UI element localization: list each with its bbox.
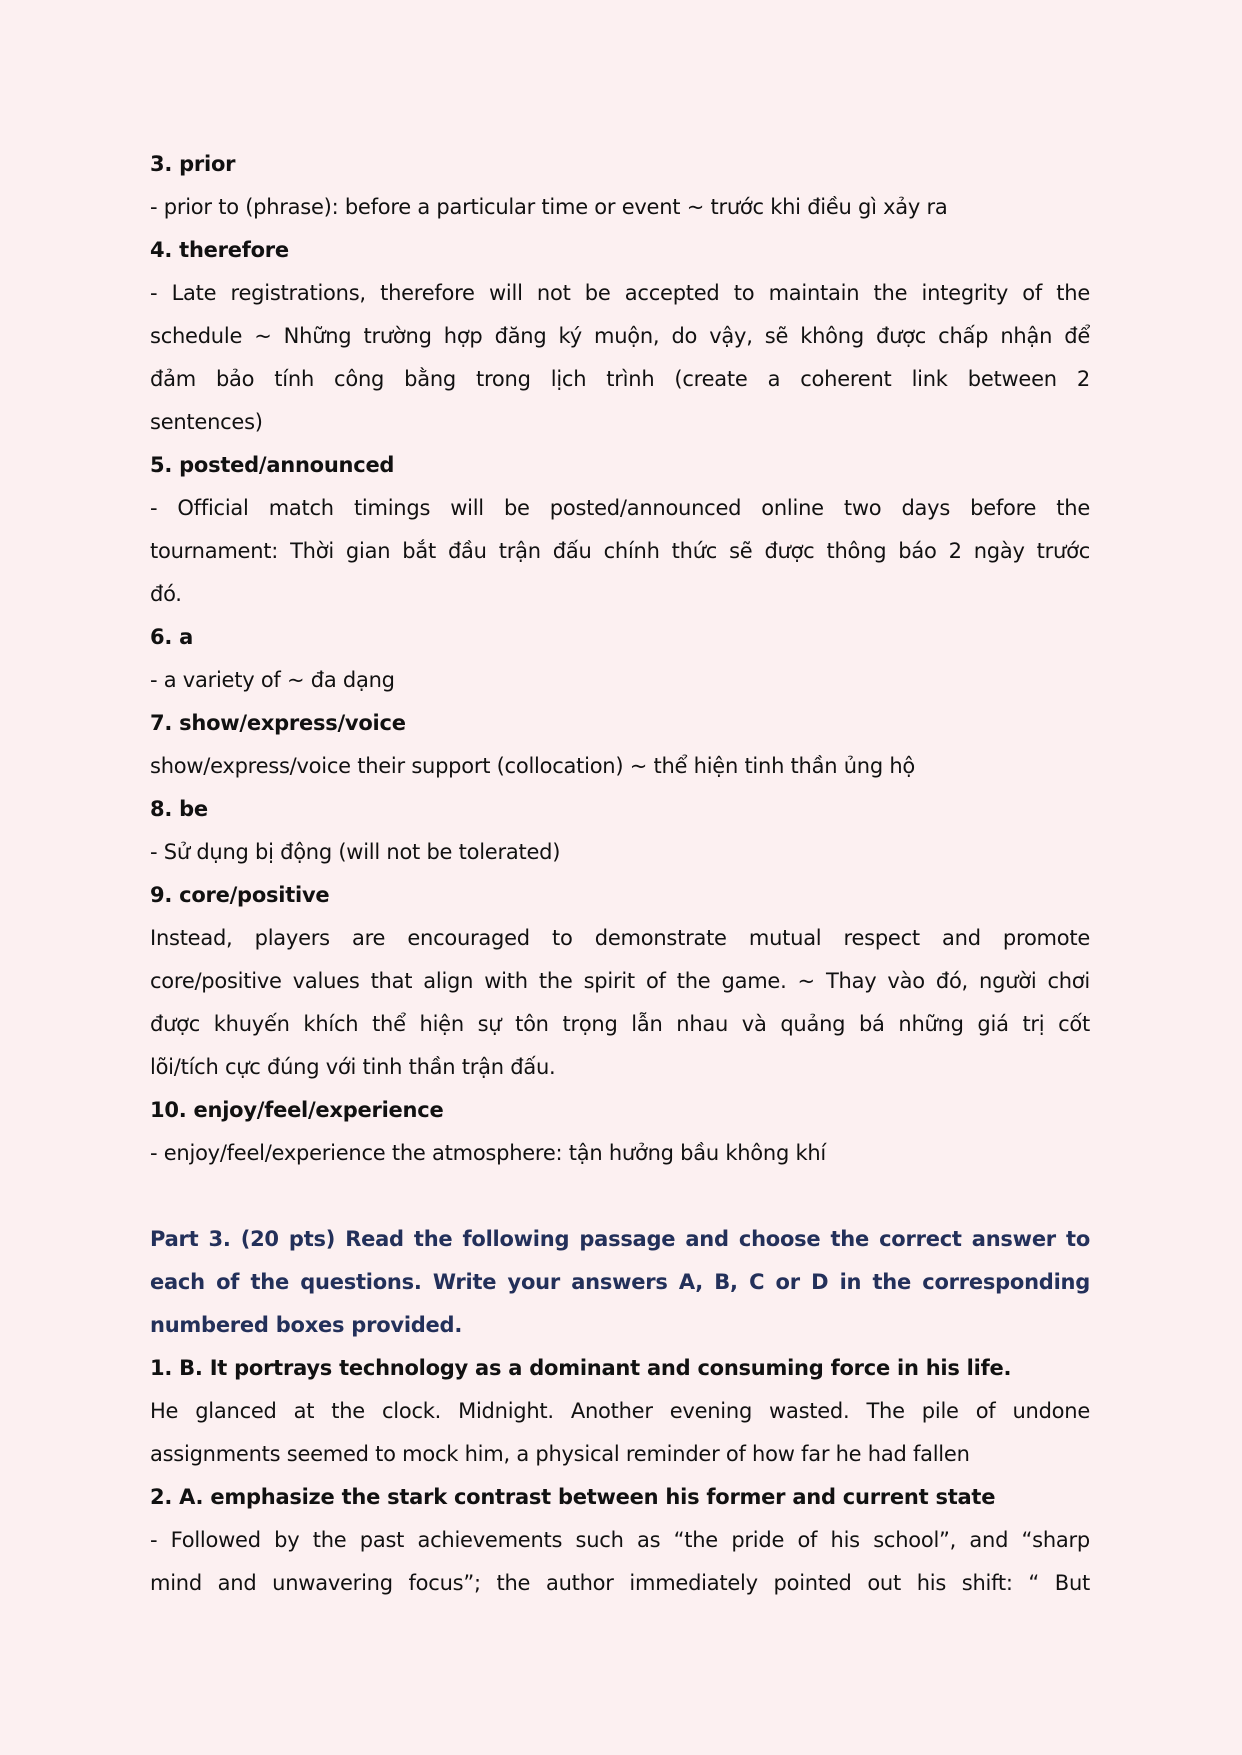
answer-heading: 5. posted/announced	[150, 453, 395, 477]
answer-heading: 6. a	[150, 625, 194, 649]
text-line: He glanced at the clock. Midnight. Another evening wasted. The pile of undone	[150, 1399, 1090, 1423]
section-heading-line: each of the questions. Write your answers A, B, C or D in the corresponding	[150, 1270, 1090, 1294]
text-line: đảm bảo tính công bằng trong lịch trình (create a coherent link between 2	[150, 367, 1090, 391]
answer-heading: 2. A. emphasize the stark contrast between his former and current state	[150, 1485, 996, 1509]
section-heading-line: Part 3. (20 pts) Read the following passage and choose the correct answer to	[150, 1227, 1090, 1251]
answer-heading: 7. show/express/voice	[150, 711, 406, 735]
text-line: - prior to (phrase): before a particular time or event ~ trước khi điều gì xảy ra	[150, 195, 948, 219]
text-line: sentences)	[150, 410, 263, 434]
text-line: lõi/tích cực đúng với tinh thần trận đấu.	[150, 1055, 556, 1079]
text-line: - enjoy/feel/experience the atmosphere: tận hưởng bầu không khí	[150, 1141, 827, 1165]
text-line: - a variety of ~ đa dạng	[150, 668, 395, 692]
text-line: được khuyến khích thể hiện sự tôn trọng lẫn nhau và quảng bá những giá trị cốt	[150, 1012, 1090, 1036]
text-line: - Late registrations, therefore will not be accepted to maintain the integrity of the	[150, 281, 1090, 305]
text-line: - Sử dụng bị động (will not be tolerated)	[150, 840, 561, 864]
answer-heading: 3. prior	[150, 152, 236, 176]
answer-heading: 8. be	[150, 797, 208, 821]
blank-line	[150, 1175, 1090, 1218]
text-line: Instead, players are encouraged to demonstrate mutual respect and promote	[150, 926, 1090, 950]
text-line: - Official match timings will be posted/announced online two days before the	[150, 496, 1090, 520]
document-page	[150, 143, 1090, 1605]
text-line: show/express/voice their support (collocation) ~ thể hiện tinh thần ủng hộ	[150, 754, 915, 778]
answer-heading: 1. B. It portrays technology as a dominant and consuming force in his life.	[150, 1356, 1012, 1380]
answer-heading: 9. core/positive	[150, 883, 330, 907]
answer-heading: 4. therefore	[150, 238, 289, 262]
text-line: assignments seemed to mock him, a physical reminder of how far he had fallen	[150, 1442, 970, 1466]
text-line: đó.	[150, 582, 182, 606]
text-line: mind and unwavering focus”; the author immediately pointed out his shift: “ But	[150, 1571, 1090, 1595]
text-line: tournament: Thời gian bắt đầu trận đấu chính thức sẽ được thông báo 2 ngày trước	[150, 539, 1090, 563]
text-line: core/positive values that align with the spirit of the game. ~ Thay vào đó, người chơi	[150, 969, 1090, 993]
section-heading-line: numbered boxes provided.	[150, 1313, 463, 1337]
text-line: schedule ~ Những trường hợp đăng ký muộn, do vậy, sẽ không được chấp nhận để	[150, 324, 1090, 348]
text-line: - Followed by the past achievements such as “the pride of his school”, and “sharp	[150, 1528, 1090, 1552]
answer-heading: 10. enjoy/feel/experience	[150, 1098, 444, 1122]
